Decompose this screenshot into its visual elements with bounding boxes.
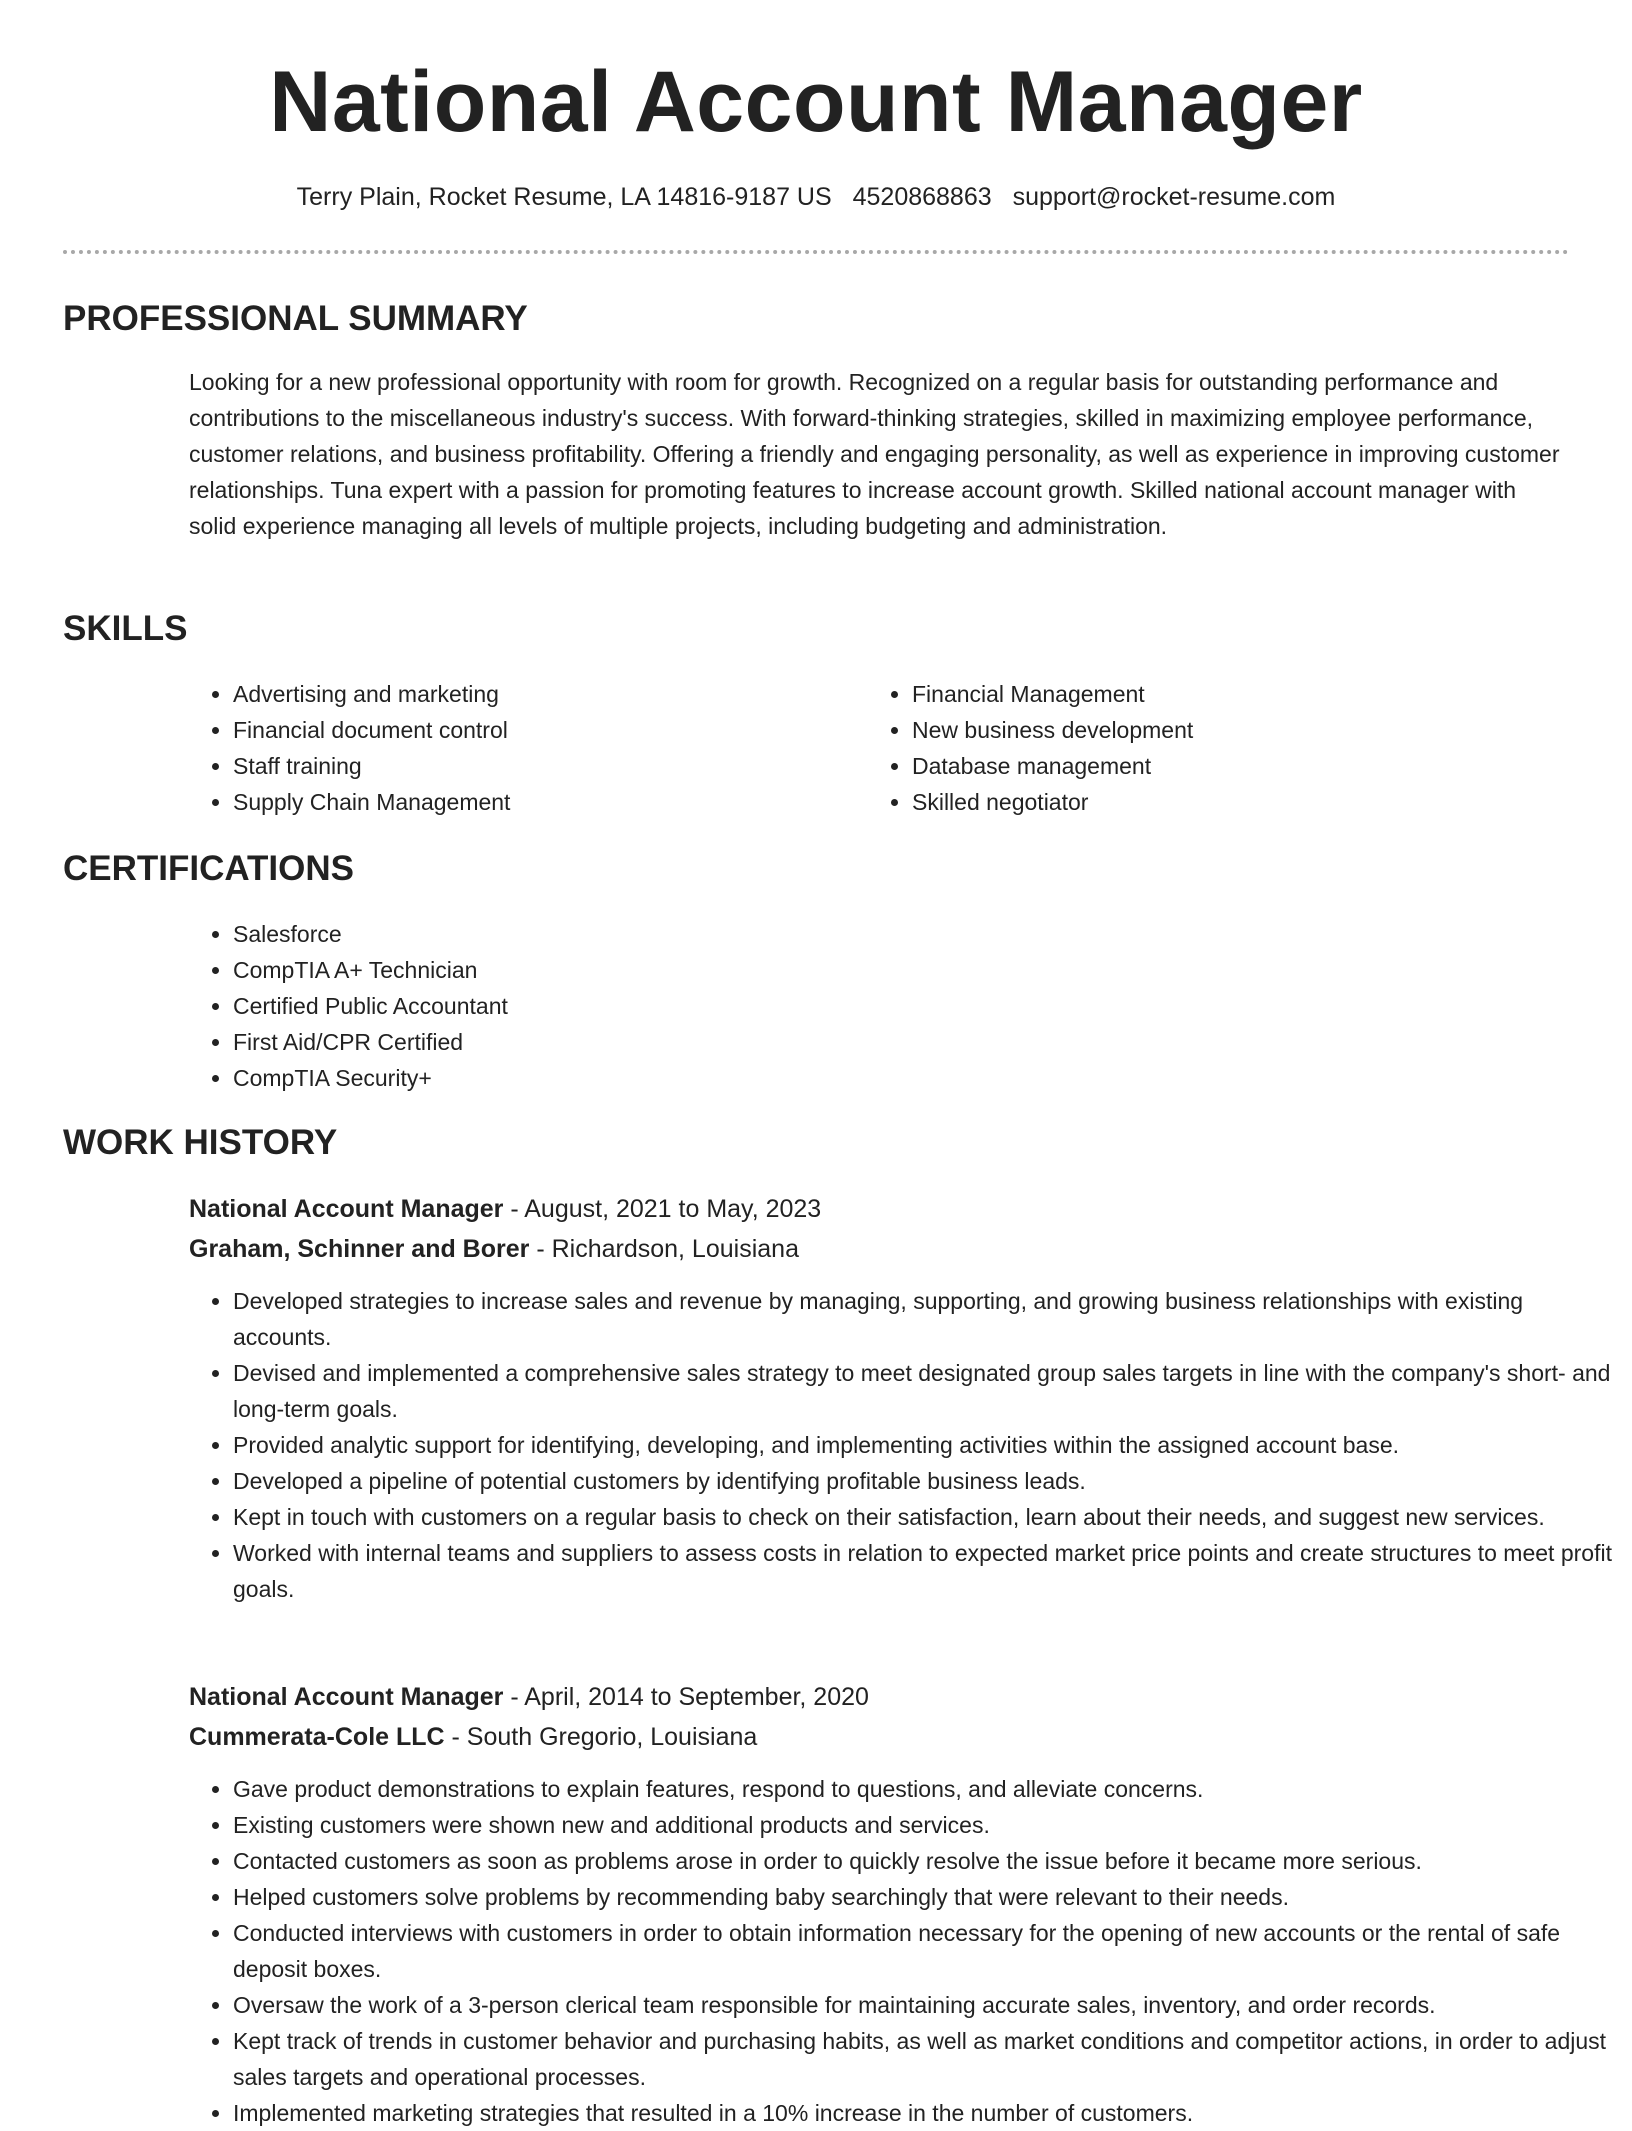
- job-company: Cummerata-Cole LLC: [189, 1723, 445, 1751]
- summary-text: Looking for a new professional opportunity with room for growth. Recognized on a regular basis for outstanding performance and contributions to the miscellaneous industry's success. With forward-thinking strategies, skilled in maximizing employee performance, customer relations, and business profitability. Offering a friendly and engaging personality, as well as experience in improving customer relationships. Tuna expert with a passion for promoting features to increase account growth. Skilled national account manager with solid experience managing all levels of multiple projects, including budgeting and administration.: [189, 369, 1560, 539]
- skills-list-right: [868, 676, 1552, 820]
- summary-heading: PROFESSIONAL SUMMARY: [63, 299, 528, 338]
- skills-heading: SKILLS: [63, 609, 188, 648]
- job-title-line: [189, 1189, 821, 1229]
- job-bullet: • Developed a pipeline of potential customers by identifying profitable business leads.: [233, 1463, 1617, 1499]
- job-bullet: • Provided analytic support for identifying, developing, and implementing activities within the assigned account base.: [233, 1427, 1617, 1463]
- job-bullets: [189, 1283, 1617, 1607]
- job-bullet: • Implemented marketing strategies that resulted in a 10% increase in the number of customers.: [233, 2095, 1617, 2131]
- certification-item: • First Aid/CPR Certified: [233, 1024, 873, 1060]
- job-bullets: [189, 1771, 1617, 2131]
- job-dates: - April, 2014 to September, 2020: [503, 1683, 869, 1711]
- skill-item: • Financial document control: [233, 712, 873, 748]
- work-history-heading: WORK HISTORY: [63, 1123, 338, 1162]
- job-bullet: • Conducted interviews with customers in order to obtain information necessary for the opening of new accounts or the rental of safe deposit boxes.: [233, 1915, 1617, 1987]
- contact-email: support@rocket-resume.com: [1012, 183, 1336, 211]
- certification-item: • Certified Public Accountant: [233, 988, 873, 1024]
- certification-item: • CompTIA A+ Technician: [233, 952, 873, 988]
- skill-item: • Skilled negotiator: [912, 784, 1552, 820]
- skill-item: • Staff training: [233, 748, 873, 784]
- header-divider: [63, 250, 1569, 254]
- job-bullet: • Contacted customers as soon as problems arose in order to quickly resolve the issue before it became more serious.: [233, 1843, 1617, 1879]
- skill-item: • Supply Chain Management: [233, 784, 873, 820]
- certifications-list: [189, 916, 873, 1096]
- job-bullet: • Developed strategies to increase sales and revenue by managing, supporting, and growing business relationships with existing accounts.: [233, 1283, 1617, 1355]
- job-company: Graham, Schinner and Borer: [189, 1235, 530, 1263]
- skill-item: • Financial Management: [912, 676, 1552, 712]
- job-bullet: • Gave product demonstrations to explain features, respond to questions, and alleviate concerns.: [233, 1771, 1617, 1807]
- resume-title: National Account Manager: [269, 54, 1363, 150]
- certification-item: • CompTIA Security+: [233, 1060, 873, 1096]
- job-company-line: [189, 1717, 757, 1757]
- job-role: National Account Manager: [189, 1195, 504, 1223]
- job-bullet: • Existing customers were shown new and additional products and services.: [233, 1807, 1617, 1843]
- skill-item: • Database management: [912, 748, 1552, 784]
- job-bullet: • Worked with internal teams and suppliers to assess costs in relation to expected market price points and create structures to meet profit goals.: [233, 1535, 1617, 1607]
- job-role: National Account Manager: [189, 1683, 504, 1711]
- job-bullet: • Kept track of trends in customer behavior and purchasing habits, as well as market conditions and competitor actions, in order to adjust sales targets and operational processes.: [233, 2023, 1617, 2095]
- job-bullet: • Helped customers solve problems by recommending baby searchingly that were relevant to their needs.: [233, 1879, 1617, 1915]
- job-title-line: [189, 1677, 869, 1717]
- job-company-line: [189, 1229, 799, 1269]
- skill-item: • Advertising and marketing: [233, 676, 873, 712]
- job-dates: - August, 2021 to May, 2023: [503, 1195, 822, 1223]
- skills-list-left: [189, 676, 873, 820]
- job-location: - South Gregorio, Louisiana: [444, 1723, 758, 1751]
- job-bullet: • Kept in touch with customers on a regular basis to check on their satisfaction, learn about their needs, and suggest new services.: [233, 1499, 1617, 1535]
- contact-line: [0, 180, 1632, 214]
- job-bullet: • Devised and implemented a comprehensive sales strategy to meet designated group sales targets in line with the company's short- and long-term goals.: [233, 1355, 1617, 1427]
- skill-item: • New business development: [912, 712, 1552, 748]
- certification-item: • Salesforce: [233, 916, 873, 952]
- certifications-heading: CERTIFICATIONS: [63, 849, 355, 888]
- contact-phone: 4520868863: [852, 183, 992, 211]
- job-bullet: • Oversaw the work of a 3-person clerical team responsible for maintaining accurate sales, inventory, and order records.: [233, 1987, 1617, 2023]
- job-location: - Richardson, Louisiana: [529, 1235, 799, 1263]
- contact-address: Terry Plain, Rocket Resume, LA 14816-9187 US: [296, 183, 832, 211]
